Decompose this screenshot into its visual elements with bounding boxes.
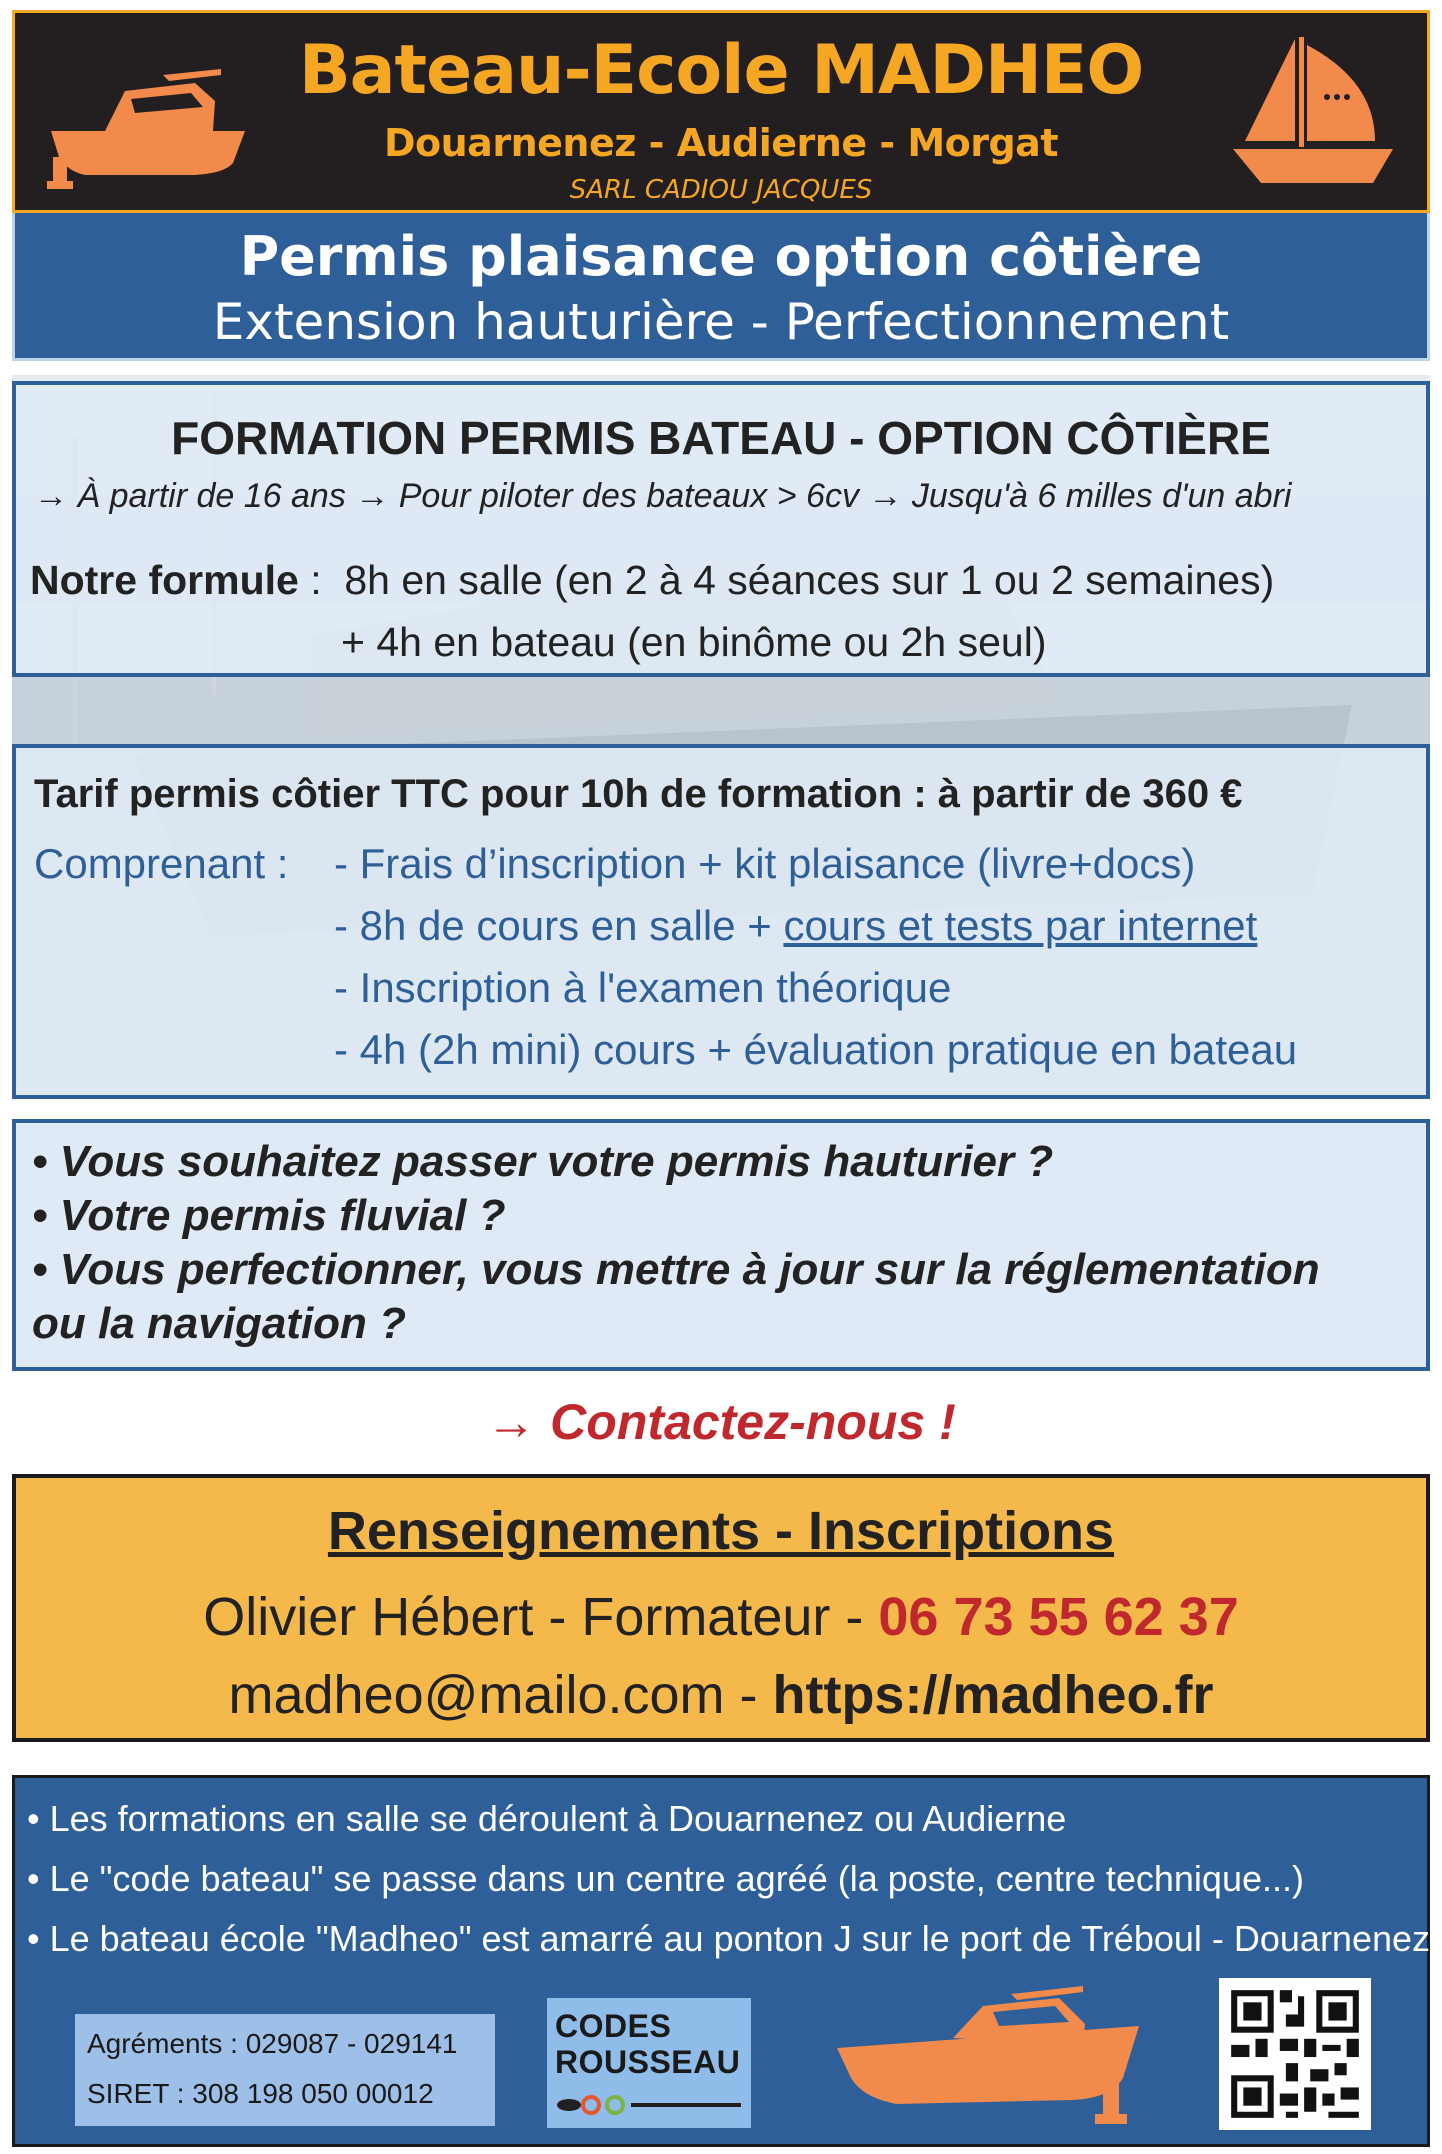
question-3: • Vous perfectionner, vous mettre à jour sur la réglementation — [32, 1245, 1320, 1294]
include-item-1: - Frais d’inscription + kit plaisance (livre+docs) — [334, 840, 1196, 887]
web-line — [16, 1664, 1426, 1726]
question-2: • Votre permis fluvial ? — [32, 1191, 506, 1240]
formula-line-1-text: : 8h en salle (en 2 à 4 séances sur 1 ou 2 semaines) — [298, 557, 1275, 603]
contact-info-panel — [12, 1474, 1430, 1742]
trainer-name: Olivier Hébert - Formateur - — [203, 1587, 879, 1647]
include-item-2-text: - 8h de cours en salle + — [334, 902, 784, 949]
pricing-heading: Tarif permis côtier TTC pour 10h de formation : à partir de 360 € — [34, 772, 1243, 816]
formation-panel — [12, 381, 1430, 677]
question-1: • Vous souhaitez passer votre permis hauturier ? — [32, 1137, 1054, 1186]
footer-bullet-1: • Les formations en salle se déroulent à Douarnenez ou Audierne — [27, 1798, 1067, 1839]
qr-code-icon[interactable] — [1219, 1978, 1371, 2130]
question-4: ou la navigation ? — [32, 1299, 407, 1348]
codes-rousseau-logo — [547, 1998, 751, 2128]
siret-number: SIRET : 308 198 050 00012 — [87, 2078, 434, 2109]
include-item-3: - Inscription à l'examen théorique — [334, 964, 952, 1011]
footer — [12, 1775, 1430, 2147]
website-link[interactable]: https://madheo.fr — [772, 1665, 1214, 1725]
email-address[interactable]: madheo@mailo.com - — [228, 1665, 773, 1725]
sailboat-logo-icon — [1225, 31, 1395, 201]
footer-bullet-2: • Le "code bateau" se passe dans un centre agréé (la poste, centre technique...) — [27, 1858, 1304, 1899]
permit-banner — [12, 213, 1430, 361]
company-name: SARL CADIOU JACQUES — [569, 175, 873, 205]
include-item-2 — [334, 902, 1257, 950]
codes-rousseau-line-2: ROUSSEAU — [555, 2044, 741, 2080]
contact-call-to-action: → Contactez-nous ! — [486, 1394, 956, 1450]
formation-conditions: → À partir de 16 ans → Pour piloter des bateaux > 6cv → Jusqu'à 6 milles d'un abri — [34, 477, 1292, 515]
pricing-panel — [12, 744, 1430, 1099]
formula-line-1 — [30, 557, 1274, 604]
codes-rousseau-mark-icon — [555, 2090, 745, 2120]
online-courses-link[interactable]: cours et tests par internet — [783, 902, 1258, 949]
school-title: Bateau-Ecole MADHEO — [298, 31, 1144, 110]
formula-line-2: + 4h en bateau (en binôme ou 2h seul) — [341, 619, 1047, 665]
formula-label: Notre formule — [30, 557, 299, 603]
footer-bullet-3: • Le bateau école "Madheo" est amarré au ponton J sur le port de Tréboul - Douarnenez — [27, 1918, 1431, 1959]
formation-heading: FORMATION PERMIS BATEAU - OPTION CÔTIÈRE — [171, 412, 1271, 464]
motorboat-footer-icon — [833, 1986, 1153, 2136]
agrements-box — [75, 2014, 495, 2126]
info-title: Renseignements - Inscriptions — [327, 1501, 1115, 1561]
locations: Douarnenez - Audierne - Morgat — [383, 121, 1058, 165]
include-item-4: - 4h (2h mini) cours + évaluation pratique en bateau — [334, 1026, 1298, 1073]
phone-number[interactable]: 06 73 55 62 37 — [878, 1587, 1239, 1647]
banner-subtitle: Extension hauturière - Perfectionnement — [212, 293, 1230, 351]
agrements-numbers: Agréments : 029087 - 029141 — [87, 2028, 458, 2059]
questions-panel — [12, 1119, 1430, 1371]
includes-label: Comprenant : — [34, 840, 289, 887]
trainer-line — [16, 1586, 1426, 1648]
codes-rousseau-line-1: CODES — [555, 2008, 672, 2044]
banner-title: Permis plaisance option côtière — [239, 225, 1203, 288]
header — [12, 10, 1430, 213]
